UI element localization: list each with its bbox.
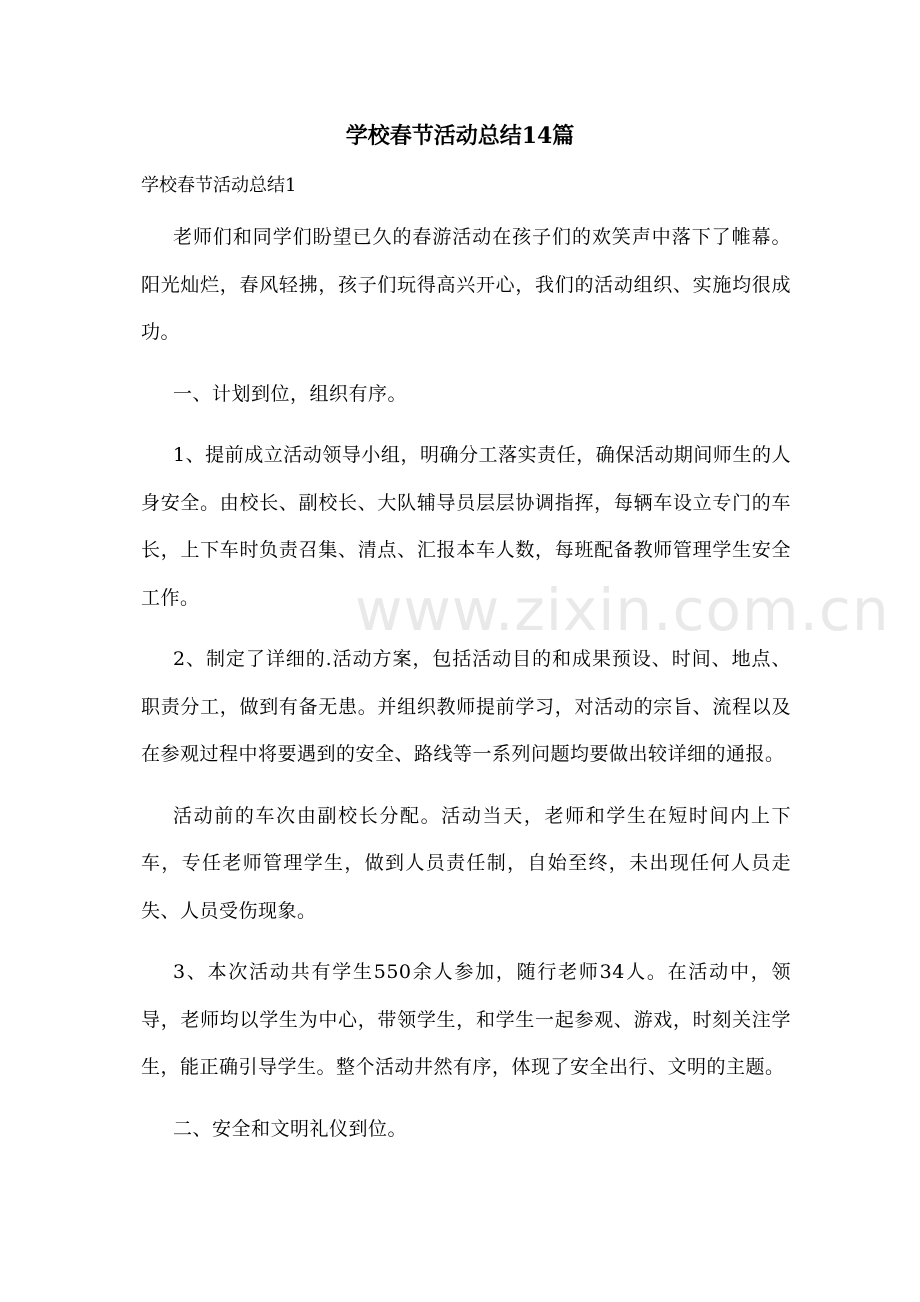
- paragraph-heading-2: 二、安全和文明礼仪到位。: [173, 1117, 408, 1140]
- paragraph-item-1: 1、提前成立活动领导小组，明确分工落实责任，确保活动期间师生的人身安全。由校长、副校长、大队辅导员层层协调指挥，每辆车设立专门的车长，上下车时负责召集、清点、汇报本车人数，每班配备教师管理学生安全工作。: [141, 444, 791, 609]
- watermark: www.zixin.com.cn: [355, 576, 890, 644]
- paragraph-intro: 老师们和同学们盼望已久的春游活动在孩子们的欢笑声中落下了帷幕。阳光灿烂，春风轻拂，孩子们玩得高兴开心，我们的活动组织、实施均很成功。: [141, 226, 791, 343]
- document-title: 学校春节活动总结14篇: [345, 123, 575, 149]
- paragraph-bus-arrangement: 活动前的车次由副校长分配。活动当天，老师和学生在短时间内上下车，专任老师管理学生，做到人员责任制，自始至终，未出现任何人员走失、人员受伤现象。: [141, 804, 791, 922]
- paragraph-item-3: 3、本次活动共有学生550余人参加，随行老师34人。在活动中，领导，老师均以学生为中心，带领学生，和学生一起参观、游戏，时刻关注学生，能正确引导学生。整个活动井然有序，体现了安全出行、文明的主题。: [141, 961, 791, 1078]
- paragraph-heading-1: 一、计划到位，组织有序。: [173, 382, 408, 405]
- section-heading: 学校春节活动总结1: [141, 175, 297, 196]
- document-body: [141, 214, 791, 1167]
- paragraph-item-2: 2、制定了详细的.活动方案，包括活动目的和成果预设、时间、地点、职责分工，做到有备无患。并组织教师提前学习，对活动的宗旨、流程以及在参观过程中将要遇到的安全、路线等一系列问题均要做出较详细的通报。: [141, 648, 791, 765]
